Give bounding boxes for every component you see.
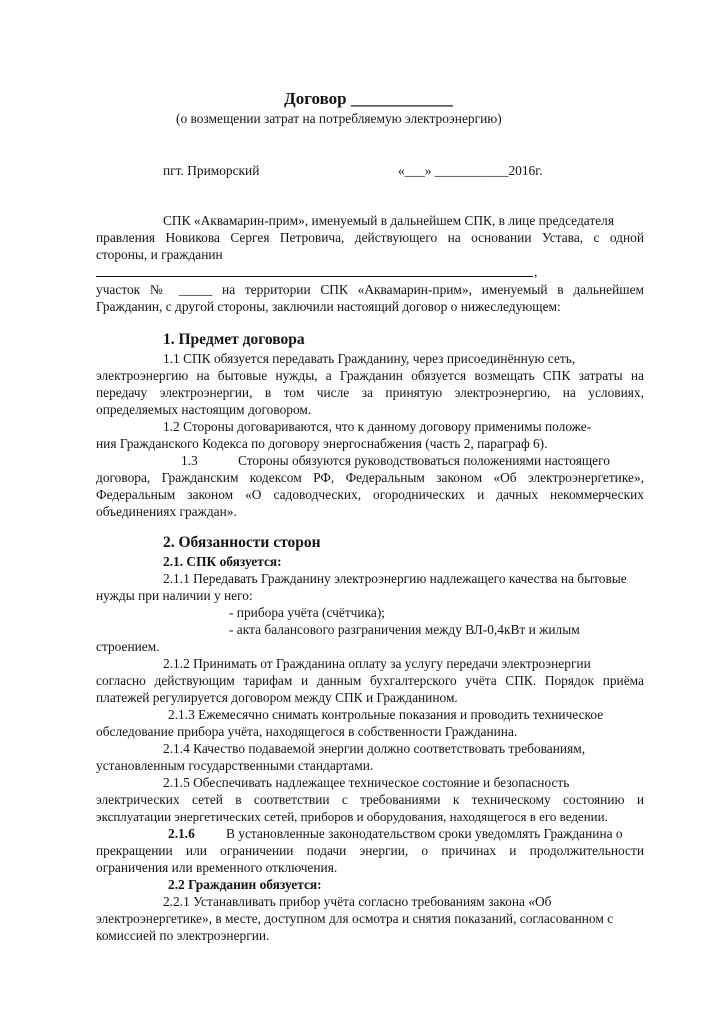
clause-2-1-6-line: В установленные законодательством сроки уведомлять Гражданина о — [226, 826, 623, 841]
clause-2-2-1-line: комиссией по электроэнергии. — [96, 928, 270, 943]
intro-line-comma: , — [534, 264, 538, 279]
subsection-2-2-heading: 2.2 Гражданин обязуется: — [168, 877, 322, 892]
clause-1-3-line: Стороны обязуются руководствоваться положениями настоящего — [238, 453, 610, 468]
clause-2-1-3-line: 2.1.3 Ежемесячно снимать контрольные показания и проводить техническое — [168, 707, 604, 722]
clause-2-1-6-number: 2.1.6 — [168, 826, 195, 841]
clause-1-3-line: Федеральным законом «О садоводческих, огороднических и дачных некоммерческих — [96, 487, 644, 502]
clause-1-3-line: договора, Гражданским кодексом РФ, Федеральным законом «Об электроэнергетике», — [96, 470, 644, 485]
subsection-2-1-heading: 2.1. СПК обязуется: — [163, 554, 282, 569]
clause-2-1-2-line: платежей регулируется договором между СПК и Гражданином. — [96, 690, 458, 705]
clause-1-3-line: объединениях граждан». — [96, 504, 237, 519]
contract-date: «___» ___________2016г. — [398, 163, 543, 178]
clause-1-3-number: 1.3 — [181, 453, 198, 468]
clause-2-1-6-line: прекращении или ограничении подачи энергии, о причинах и продолжительности — [96, 843, 644, 858]
clause-2-1-6-line: ограничения или временного отключения. — [96, 860, 338, 875]
title-number-blank: ____________ — [350, 89, 453, 108]
clause-2-1-3-line: обследование прибора учёта, находящегося в собственности Гражданина. — [96, 724, 518, 739]
clause-1-1-line: определяемых настоящим договором. — [96, 402, 312, 417]
clause-2-1-1-bullet: - прибора учёта (счётчика); — [229, 605, 385, 620]
clause-1-1-line: 1.1 СПК обязуется передавать Гражданину, через присоединённую сеть, — [163, 351, 576, 366]
citizen-name-blank — [96, 276, 533, 277]
document-subtitle: (о возмещении затрат на потребляемую электроэнергию) — [176, 111, 502, 126]
clause-2-1-2-line: согласно действующим тарифам и данным бухгалтерского учёта СПК. Порядок приёма — [96, 673, 644, 688]
contract-place: пгт. Приморский — [163, 163, 260, 178]
clause-2-1-5-line: электрических сетей в соответствии с требованиями к техническому состоянию и — [96, 792, 644, 807]
clause-2-1-1-bullet: - акта балансового разграничения между ВЛ-0,4кВт и жилым — [229, 622, 580, 637]
intro-line: стороны, и гражданин — [96, 247, 223, 262]
intro-line: СПК «Аквамарин-прим», именуемый в дальнейшем СПК, в лице председателя — [163, 213, 614, 228]
document-title — [284, 90, 453, 107]
intro-line: участок № _____ на территории СПК «Аквамарин-прим», именуемый в дальнейшем — [96, 282, 644, 297]
intro-line: правления Новикова Сергея Петровича, действующего на основании Устава, с одной — [96, 230, 644, 245]
title-text: Договор — [284, 89, 347, 108]
clause-2-1-1-line: 2.1.1 Передавать Гражданину электроэнергию надлежащего качества на бытовые — [163, 571, 627, 586]
clause-2-1-1-line: строением. — [96, 639, 160, 654]
clause-2-1-5-line: 2.1.5 Обеспечивать надлежащее техническое состояние и безопасность — [163, 775, 570, 790]
clause-2-1-4-line: установленным государственными стандартами. — [96, 758, 374, 773]
intro-line: Гражданин, с другой стороны, заключили настоящий договор о нижеследующем: — [96, 299, 561, 314]
clause-1-1-line: электроэнергию на бытовые нужды, а Гражданин обязуется возмещать СПК затраты на — [96, 368, 644, 383]
clause-2-2-1-line: электроэнергетике», в месте, доступном для осмотра и снятия показаний, согласованном с — [96, 911, 614, 926]
clause-2-2-1-line: 2.2.1 Устанавливать прибор учёта согласно требованиям закона «Об — [163, 894, 552, 909]
clause-2-1-5-line: эксплуатации энергетических сетей, приборов и оборудования, находящегося в его ведении. — [96, 809, 608, 824]
clause-2-1-1-line: нужды при наличии у него: — [96, 588, 253, 603]
clause-2-1-4-line: 2.1.4 Качество подаваемой энергии должно соответствовать требованиям, — [163, 741, 586, 756]
clause-1-2-line: 1.2 Стороны договариваются, что к данному договору применимы положе- — [163, 419, 592, 434]
clause-1-1-line: передачу электроэнергии, в том числе за принятую электроэнергию, на условиях, — [96, 385, 644, 400]
clause-1-2-line: ния Гражданского Кодекса по договору энергоснабжения (часть 2, параграф 6). — [96, 436, 548, 451]
section-2-heading: 2. Обязанности сторон — [163, 534, 321, 551]
section-1-heading: 1. Предмет договора — [163, 331, 305, 348]
clause-2-1-2-line: 2.1.2 Принимать от Гражданина оплату за услугу передачи электроэнергии — [163, 656, 591, 671]
